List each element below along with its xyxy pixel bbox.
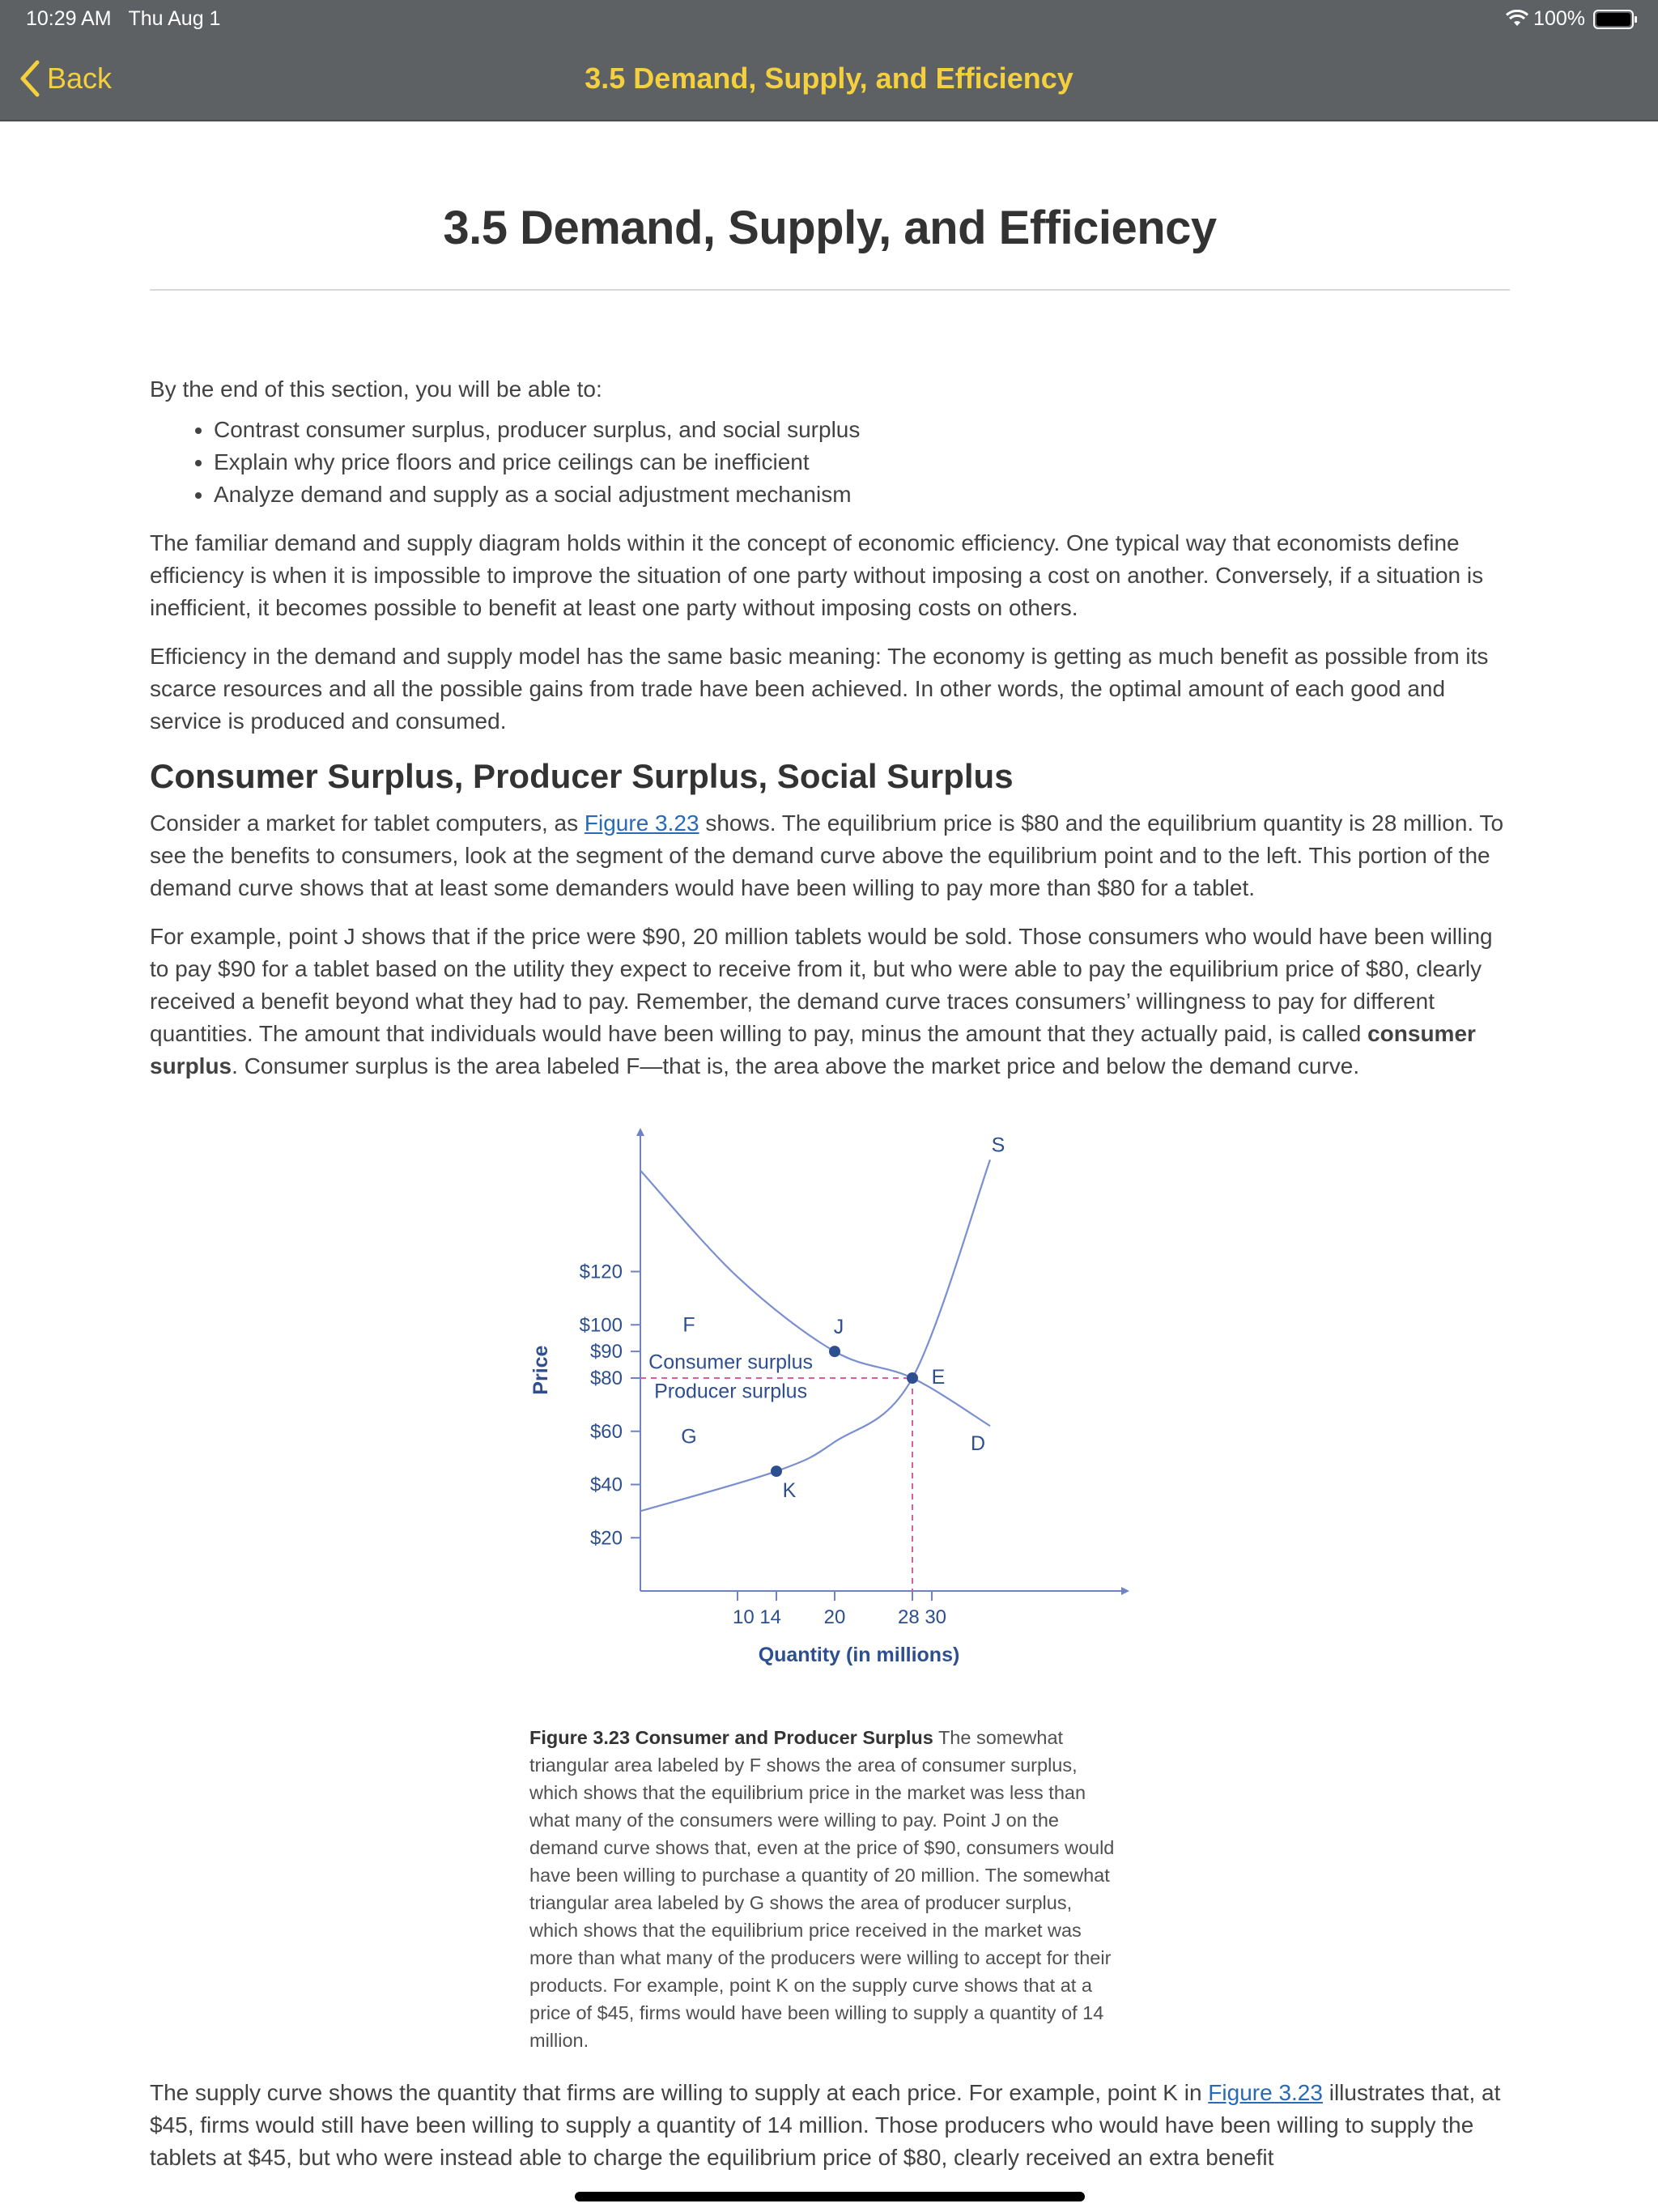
x-axis-title: Quantity (in millions) (758, 1644, 960, 1666)
date-text: Thu Aug 1 (128, 7, 221, 30)
caption-title: Figure 3.23 Consumer and Producer Surplus (529, 1727, 933, 1748)
text-span: Consider a market for tablet computers, as (150, 810, 585, 836)
point-label-j: J (833, 1316, 844, 1339)
paragraph-efficiency: The familiar demand and supply diagram holds within it the concept of economic efficiency. One typical way that economists define efficiency is when it is impossible to improve the situation of one party without imposing a cost on another. Conversely, if a situation is inefficient, it becomes possible to benefit at least one party without imposing costs on others. (150, 530, 1484, 620)
text-span: For example, point J shows that if the price were $90, 20 million tablets would be sold. Those consumers who would have been willing to pay $90 for a tablet based on the utility they expect to receive from it, but who were able to pay the equilibrium price of $80, clearly received a benefit beyond what they had to pay. Remember, the demand curve traces consumers’ willingness to pay for different quantities. The amount that individuals would have been willing to pay, minus the amount that they actually paid, is called (150, 924, 1493, 1046)
back-label: Back (47, 62, 113, 95)
text-span: illustrates that, at $45, firms would still have been willing to supply a quantity of 14 million. Those producers who would have been willing to supply the tablets at $45, but who were instead able to charge the equilibrium price of $80, clearly received an extra benefit (150, 2080, 1501, 2170)
y-axis-title: Price (529, 1345, 552, 1395)
term-consumer-surplus: consumer surplus (150, 1021, 1476, 1078)
paragraph-producer-surplus (150, 2077, 1510, 2174)
page-title: 3.5 Demand, Supply, and Efficiency (443, 202, 1217, 254)
paragraph-consumer-surplus (150, 921, 1510, 1083)
y-tick-label: $20 (589, 1527, 623, 1550)
curve-label-d: D (970, 1432, 986, 1456)
status-bar (0, 0, 1658, 37)
status-time (26, 7, 220, 31)
figure-caption (529, 1724, 1120, 2054)
text-span: The supply curve shows the quantity that firms are willing to supply at each price. For example, point K in (150, 2080, 1209, 2105)
clock-text: 10:29 AM (26, 7, 112, 30)
figure-link[interactable]: Figure 3.23 (584, 810, 699, 836)
home-indicator (575, 2192, 1085, 2201)
surplus-chart (506, 1115, 1170, 1714)
paragraph-tablet-market (150, 807, 1510, 904)
figure-3-23 (150, 1115, 1510, 2070)
objective-item: • Explain why price floors and price ceilings can be inefficient (214, 446, 1510, 479)
nav-title: 3.5 Demand, Supply, and Efficiency (585, 62, 1073, 95)
y-tick-label: $40 (589, 1474, 623, 1496)
caption-text: The somewhat triangular area labeled by F shows the area of consumer surplus, which shows that the equilibrium price in the market was less than what many of the consumers were willing to pay. Point J on the demand curve shows that, even at the price of $90, consumers would have been willing to purchase a quantity of 20 million. The somewhat triangular area labeled by G shows the area of producer surplus, which shows that the equilibrium price received in the market was more than what many of the producers were willing to accept for their products. For example, point K on the supply curve shows that at a price of $45, firms would have been willing to supply a quantity of 14 million. (529, 1727, 1115, 2051)
y-tick-label: $90 (589, 1341, 623, 1363)
x-tick-label: 28 30 (897, 1606, 947, 1628)
y-axis-arrow (636, 1128, 644, 1136)
point-label-k: K (782, 1479, 797, 1503)
intro-text: By the end of this section, you will be able to: (150, 376, 602, 402)
objectives-list (150, 414, 1510, 511)
y-tick-label: $100 (579, 1314, 623, 1337)
y-tick-label: $80 (589, 1368, 623, 1389)
point-e (907, 1372, 918, 1384)
wifi-icon (1506, 10, 1528, 28)
area-label-f: F (682, 1313, 695, 1337)
x-tick-label: 20 (823, 1606, 846, 1628)
paragraph-efficiency-model: Efficiency in the demand and supply model has the same basic meaning: The economy is getting as much benefit as possible from its scarce resources and all the possible gains from trade have been achieved. In other words, the optimal amount of each good and service is produced and consumed. (150, 644, 1489, 734)
figure-link[interactable]: Figure 3.23 (1208, 2080, 1323, 2105)
text-span: . Consumer surplus is the area labeled F—that is, the area above the market price and below the demand curve. (232, 1053, 1360, 1078)
battery-icon (1593, 10, 1639, 29)
producer-surplus-label: Producer surplus (654, 1380, 808, 1403)
consumer-surplus-label: Consumer surplus (648, 1351, 814, 1374)
point-k (771, 1465, 782, 1477)
text-span: shows. The equilibrium price is $80 and the equilibrium quantity is 28 million. To see the benefits to consumers, look at the segment of the demand curve above the equilibrium point and to the left. This portion of the demand curve shows that at least some demanders would have been willing to pay more than $80 for a tablet. (150, 810, 1504, 900)
y-tick-label: $60 (589, 1420, 623, 1443)
section-heading: Consumer Surplus, Producer Surplus, Social Surplus (150, 757, 1014, 795)
point-j (829, 1346, 840, 1357)
area-label-g: G (681, 1425, 697, 1448)
battery-percent: 100% (1533, 7, 1585, 30)
article-content (150, 120, 1510, 2174)
objective-item: • Contrast consumer surplus, producer surplus, and social surplus (214, 414, 1510, 446)
nav-bar (0, 37, 1658, 121)
x-tick-label: 10 14 (732, 1606, 782, 1628)
y-tick-label: $120 (579, 1261, 623, 1283)
curve-label-s: S (991, 1134, 1005, 1157)
title-divider (150, 289, 1510, 291)
objective-item: • Analyze demand and supply as a social adjustment mechanism (214, 479, 1510, 511)
point-label-e: E (931, 1366, 946, 1389)
x-axis-arrow (1121, 1587, 1129, 1595)
